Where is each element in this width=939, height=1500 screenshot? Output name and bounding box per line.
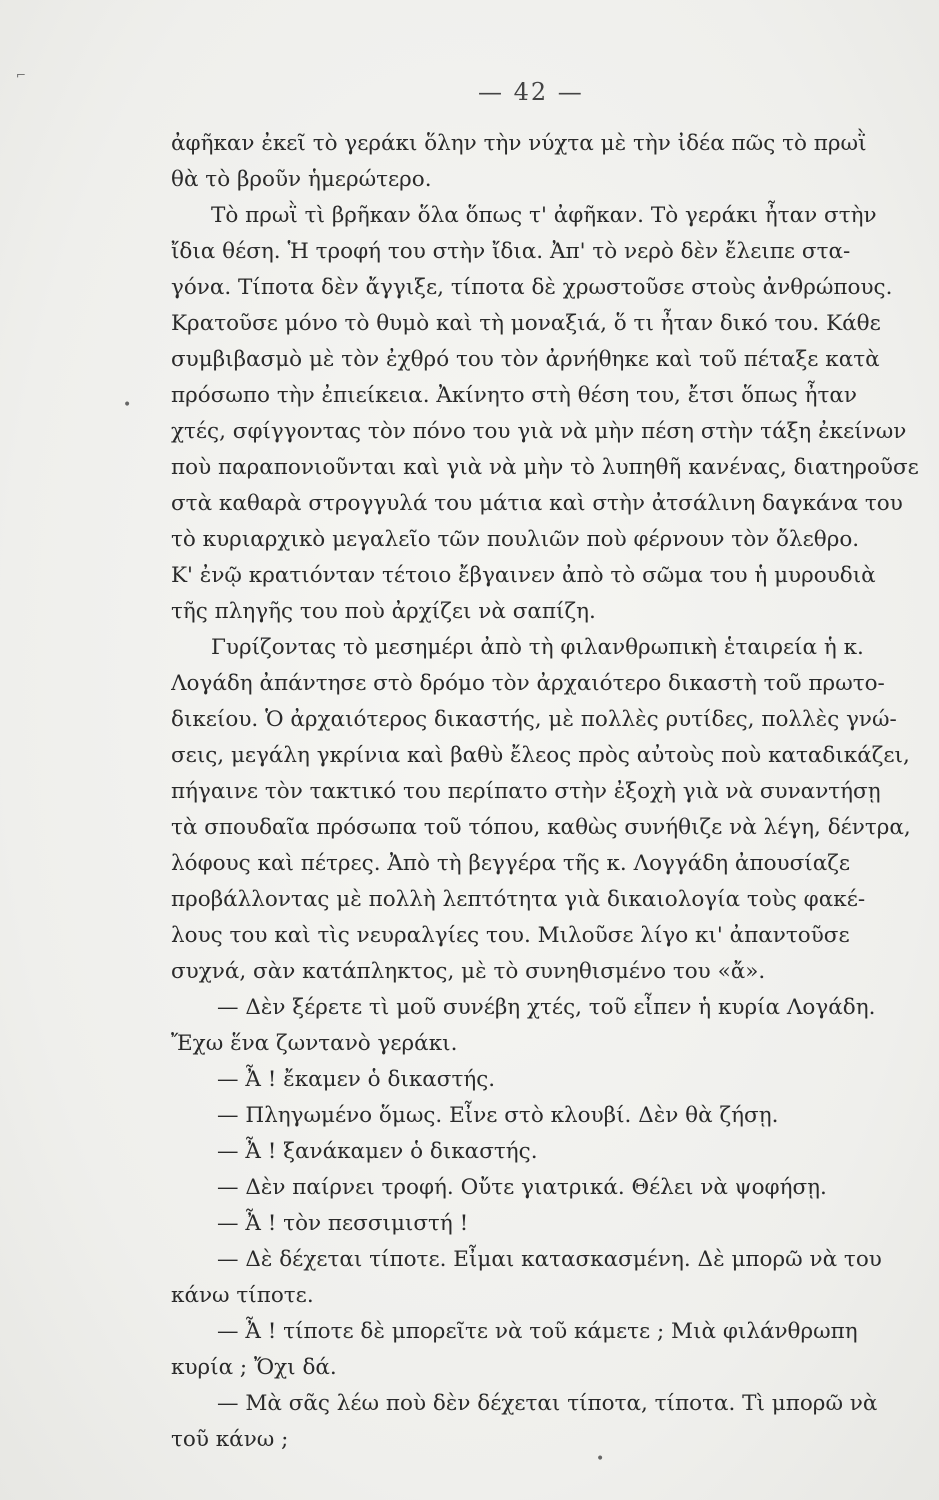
- ink-speck: •: [596, 1451, 605, 1467]
- text-line: κυρία ; Ὄχι δά.: [171, 1355, 337, 1380]
- dialogue-line: — Δὲν παίρνει τροφή. Οὔτε γιατρικά. Θέλει νὰ ψοφήσῃ.: [217, 1175, 827, 1200]
- text-line: συμβιβασμὸ μὲ τὸν ἐχθρό του τὸν ἀρνήθηκε καὶ τοῦ πέταξε κατὰ: [171, 347, 880, 372]
- ink-speck: •: [123, 397, 132, 413]
- text-line: λόφους καὶ πέτρες. Ἀπὸ τὴ βεγγέρα τῆς κ. Λογγάδη ἀπουσίαζε: [171, 851, 851, 876]
- dialogue-line: — Πληγωμένο ὅμως. Εἶνε στὸ κλουβί. Δὲν θὰ ζήσῃ.: [217, 1103, 779, 1128]
- text-line: πήγαινε τὸν τακτικό του περίπατο στὴν ἐξοχὴ γιὰ νὰ συναντήσῃ: [171, 779, 881, 804]
- text-line: τὰ σπουδαῖα πρόσωπα τοῦ τόπου, καθὼς συνήθιζε νὰ λέγη, δέντρα,: [171, 815, 911, 840]
- text-line: γόνα. Τίποτα δὲν ἄγγιξε, τίποτα δὲ χρωστοῦσε στοὺς ἀνθρώπους.: [171, 275, 893, 300]
- text-line: κάνω τίποτε.: [171, 1283, 314, 1308]
- text-line: σεις, μεγάλη γκρίνια καὶ βαθὺ ἔλεος πρὸς αὐτοὺς ποὺ καταδικάζει,: [171, 743, 910, 768]
- dialogue-line: — Δὲ δέχεται τίποτε. Εἶμαι κατασκασμένη. Δὲ μπορῶ νὰ του: [217, 1247, 882, 1272]
- ink-speck: ⌐: [16, 68, 27, 82]
- text-line: προβάλλοντας μὲ πολλὴ λεπτότητα γιὰ δικαιολογία τοὺς φακέ-: [171, 887, 866, 912]
- text-line: τοῦ κάνω ;: [171, 1427, 289, 1452]
- dialogue-line: — Ἆ ! ξανάκαμεν ὁ δικαστής.: [217, 1139, 538, 1164]
- paragraph-start-line: Γυρίζοντας τὸ μεσημέρι ἀπὸ τὴ φιλανθρωπικὴ ἑταιρεία ἡ κ.: [211, 635, 864, 660]
- text-line: τὸ κυριαρχικὸ μεγαλεῖο τῶν πουλιῶν ποὺ φέρνουν τὸν ὄλεθρο.: [171, 527, 860, 552]
- text-line: Λογάδη ἀπάντησε στὸ δρόμο τὸν ἀρχαιότερο δικαστὴ τοῦ πρωτο-: [171, 671, 885, 696]
- text-line: στὰ καθαρὰ στρογγυλά του μάτια καὶ στὴν ἀτσάλινη δαγκάνα του: [171, 491, 903, 516]
- dialogue-line: — Μὰ σᾶς λέω ποὺ δὲν δέχεται τίποτα, τίποτα. Τὶ μπορῶ νὰ: [217, 1391, 878, 1416]
- text-line: Κρατοῦσε μόνο τὸ θυμὸ καὶ τὴ μοναξιά, ὅ τι ἦταν δικό του. Κάθε: [171, 311, 881, 336]
- text-line: συχνά, σὰν κατάπληκτος, μὲ τὸ συνηθισμένο του «ἄ».: [171, 959, 766, 984]
- dialogue-line: — Ἆ ! τὸν πεσσιμιστή !: [217, 1211, 469, 1236]
- text-line: Ἔχω ἕνα ζωντανὸ γεράκι.: [171, 1031, 458, 1056]
- dialogue-line: — Ἆ ! τίποτε δὲ μπορεῖτε νὰ τοῦ κάμετε ; Μιὰ φιλάνθρωπη: [217, 1319, 858, 1344]
- dialogue-line: — Δὲν ξέρετε τὶ μοῦ συνέβη χτές, τοῦ εἶπεν ἡ κυρία Λογάδη.: [217, 995, 876, 1020]
- text-line: Κ' ἐνῷ κρατιόνταν τέτοιο ἔβγαινεν ἀπὸ τὸ σῶμα του ἡ μυρουδιὰ: [171, 563, 876, 588]
- dialogue-line: — Ἆ ! ἔκαμεν ὁ δικαστής.: [217, 1067, 496, 1092]
- body-text: [171, 126, 939, 1458]
- text-line: δικείου. Ὁ ἀρχαιότερος δικαστής, μὲ πολλὲς ρυτίδες, πολλὲς γνώ-: [171, 707, 897, 732]
- page-number: — 42 —: [478, 78, 584, 106]
- text-line: χτές, σφίγγοντας τὸν πόνο του γιὰ νὰ μὴν πέση στὴν τάξη ἐκείνων: [171, 419, 907, 444]
- text-line: λους του καὶ τὶς νευραλγίες του. Μιλοῦσε λίγο κι' ἀπαντοῦσε: [171, 923, 850, 948]
- paragraph-start-line: Τὸ πρωῒ τὶ βρῆκαν ὅλα ὅπως τ' ἀφῆκαν. Τὸ γεράκι ἦταν στὴν: [211, 203, 877, 228]
- text-line: ἴδια θέση. Ἡ τροφή του στὴν ἴδια. Ἀπ' τὸ νερὸ δὲν ἔλειπε στα-: [171, 239, 851, 264]
- text-line: ἀφῆκαν ἐκεῖ τὸ γεράκι ὅλην τὴν νύχτα μὲ τὴν ἰδέα πῶς τὸ πρωῒ: [171, 131, 867, 156]
- text-line: ποὺ παραπονιοῦνται καὶ γιὰ νὰ μὴν τὸ λυπηθῆ κανένας, διατηροῦσε: [171, 455, 919, 480]
- text-line: θὰ τὸ βροῦν ἡμερώτερο.: [171, 167, 432, 192]
- text-line: τῆς πληγῆς του ποὺ ἀρχίζει νὰ σαπίζη.: [171, 599, 596, 624]
- text-line: πρόσωπο τὴν ἐπιείκεια. Ἀκίνητο στὴ θέση του, ἔτσι ὅπως ἦταν: [171, 383, 857, 408]
